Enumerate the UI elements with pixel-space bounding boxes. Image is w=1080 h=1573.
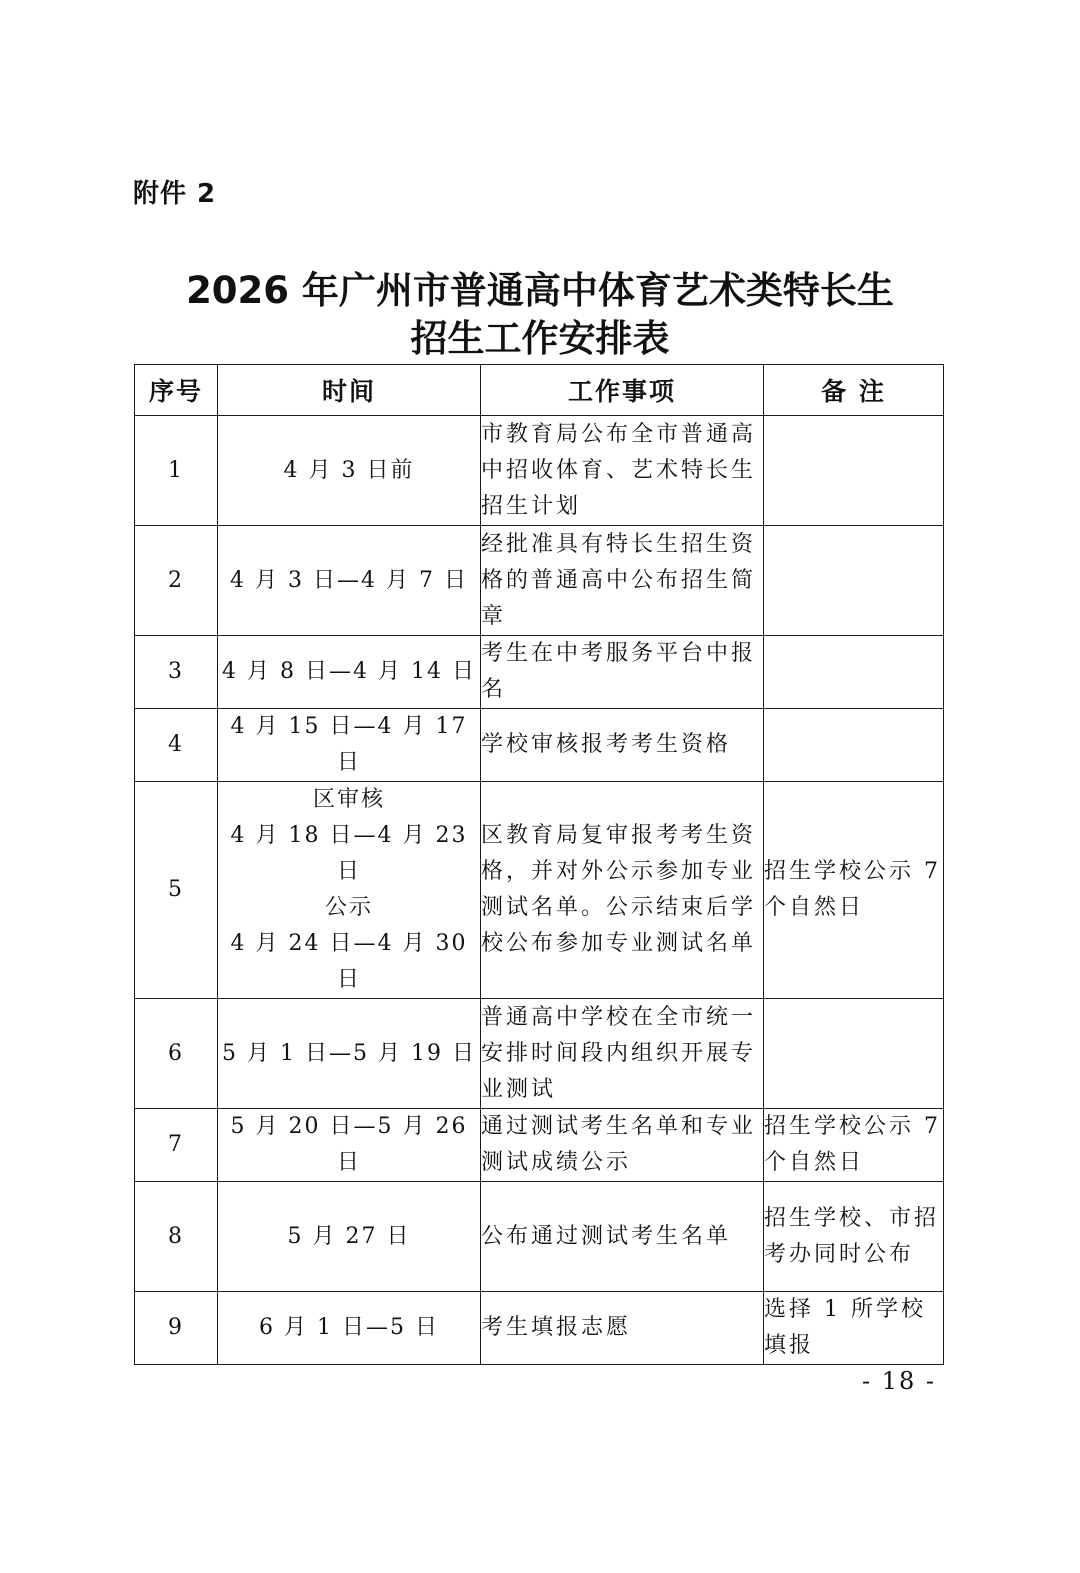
row-no: 9	[135, 1292, 218, 1365]
row-note	[764, 636, 944, 709]
table-row	[135, 1109, 944, 1182]
row-time	[218, 782, 481, 999]
row-no: 7	[135, 1109, 218, 1182]
row-time	[218, 416, 481, 526]
table-row	[135, 709, 944, 782]
time-line: 4 月 3 日—4 月 7 日	[230, 567, 468, 593]
time-line: 4 月 24 日—4 月 30 日	[230, 931, 468, 992]
table-header-row	[135, 365, 944, 416]
row-note	[764, 999, 944, 1109]
row-item: 经批准具有特长生招生资格的普通高中公布招生简章	[481, 526, 764, 636]
row-no: 8	[135, 1182, 218, 1292]
table-row	[135, 999, 944, 1109]
table-row	[135, 1292, 944, 1365]
time-line: 6 月 1 日—5 日	[259, 1315, 439, 1340]
attachment-label: 附件 2	[133, 179, 217, 209]
row-note: 招生学校公示 7 个自然日	[764, 782, 944, 999]
time-line: 4 月 18 日—4 月 23 日	[230, 823, 468, 884]
row-no: 5	[135, 782, 218, 999]
row-note: 选择 1 所学校填报	[764, 1292, 944, 1365]
document-title-line-1: 2026 年广州市普通高中体育艺术类特长生	[186, 269, 894, 312]
row-time	[218, 636, 481, 709]
row-note	[764, 526, 944, 636]
header-no: 序号	[135, 365, 218, 416]
time-line: 4 月 15 日—4 月 17 日	[230, 714, 468, 775]
document-title-line-2: 招生工作安排表	[410, 317, 670, 360]
row-item: 学校审核报考考生资格	[481, 709, 764, 782]
time-line: 5 月 20 日—5 月 26 日	[230, 1114, 468, 1175]
time-line: 4 月 3 日前	[283, 457, 415, 483]
row-item: 通过测试考生名单和专业测试成绩公示	[481, 1109, 764, 1182]
row-note: 招生学校、市招考办同时公布	[764, 1182, 944, 1292]
row-note	[764, 416, 944, 526]
table-row	[135, 782, 944, 999]
row-time	[218, 1292, 481, 1365]
row-note: 招生学校公示 7 个自然日	[764, 1109, 944, 1182]
row-item: 市教育局公布全市普通高中招收体育、艺术特长生招生计划	[481, 416, 764, 526]
header-time: 时间	[218, 365, 481, 416]
table-row	[135, 1182, 944, 1292]
row-time	[218, 526, 481, 636]
row-item: 区教育局复审报考考生资格，并对外公示参加专业测试名单。公示结束后学校公布参加专业测试名单	[481, 782, 764, 999]
row-no: 2	[135, 526, 218, 636]
row-item: 公布通过测试考生名单	[481, 1182, 764, 1292]
page-number: - 18 -	[862, 1367, 937, 1395]
time-line: 4 月 8 日—4 月 14 日	[222, 659, 476, 684]
time-line: 公示	[324, 895, 373, 920]
time-line: 5 月 27 日	[287, 1223, 411, 1249]
row-no: 4	[135, 709, 218, 782]
row-time	[218, 1182, 481, 1292]
row-no: 3	[135, 636, 218, 709]
table-row	[135, 636, 944, 709]
row-no: 1	[135, 416, 218, 526]
header-note: 备 注	[764, 365, 944, 416]
table-row	[135, 526, 944, 636]
row-note	[764, 709, 944, 782]
time-line: 区审核	[312, 787, 385, 812]
row-no: 6	[135, 999, 218, 1109]
row-item: 考生填报志愿	[481, 1292, 764, 1365]
row-time	[218, 999, 481, 1109]
time-line: 5 月 1 日—5 月 19 日	[222, 1040, 476, 1066]
schedule-table	[134, 364, 944, 1365]
header-item: 工作事项	[481, 365, 764, 416]
table-row	[135, 416, 944, 526]
row-item: 普通高中学校在全市统一安排时间段内组织开展专业测试	[481, 999, 764, 1109]
row-time	[218, 709, 481, 782]
row-item: 考生在中考服务平台中报名	[481, 636, 764, 709]
row-time	[218, 1109, 481, 1182]
